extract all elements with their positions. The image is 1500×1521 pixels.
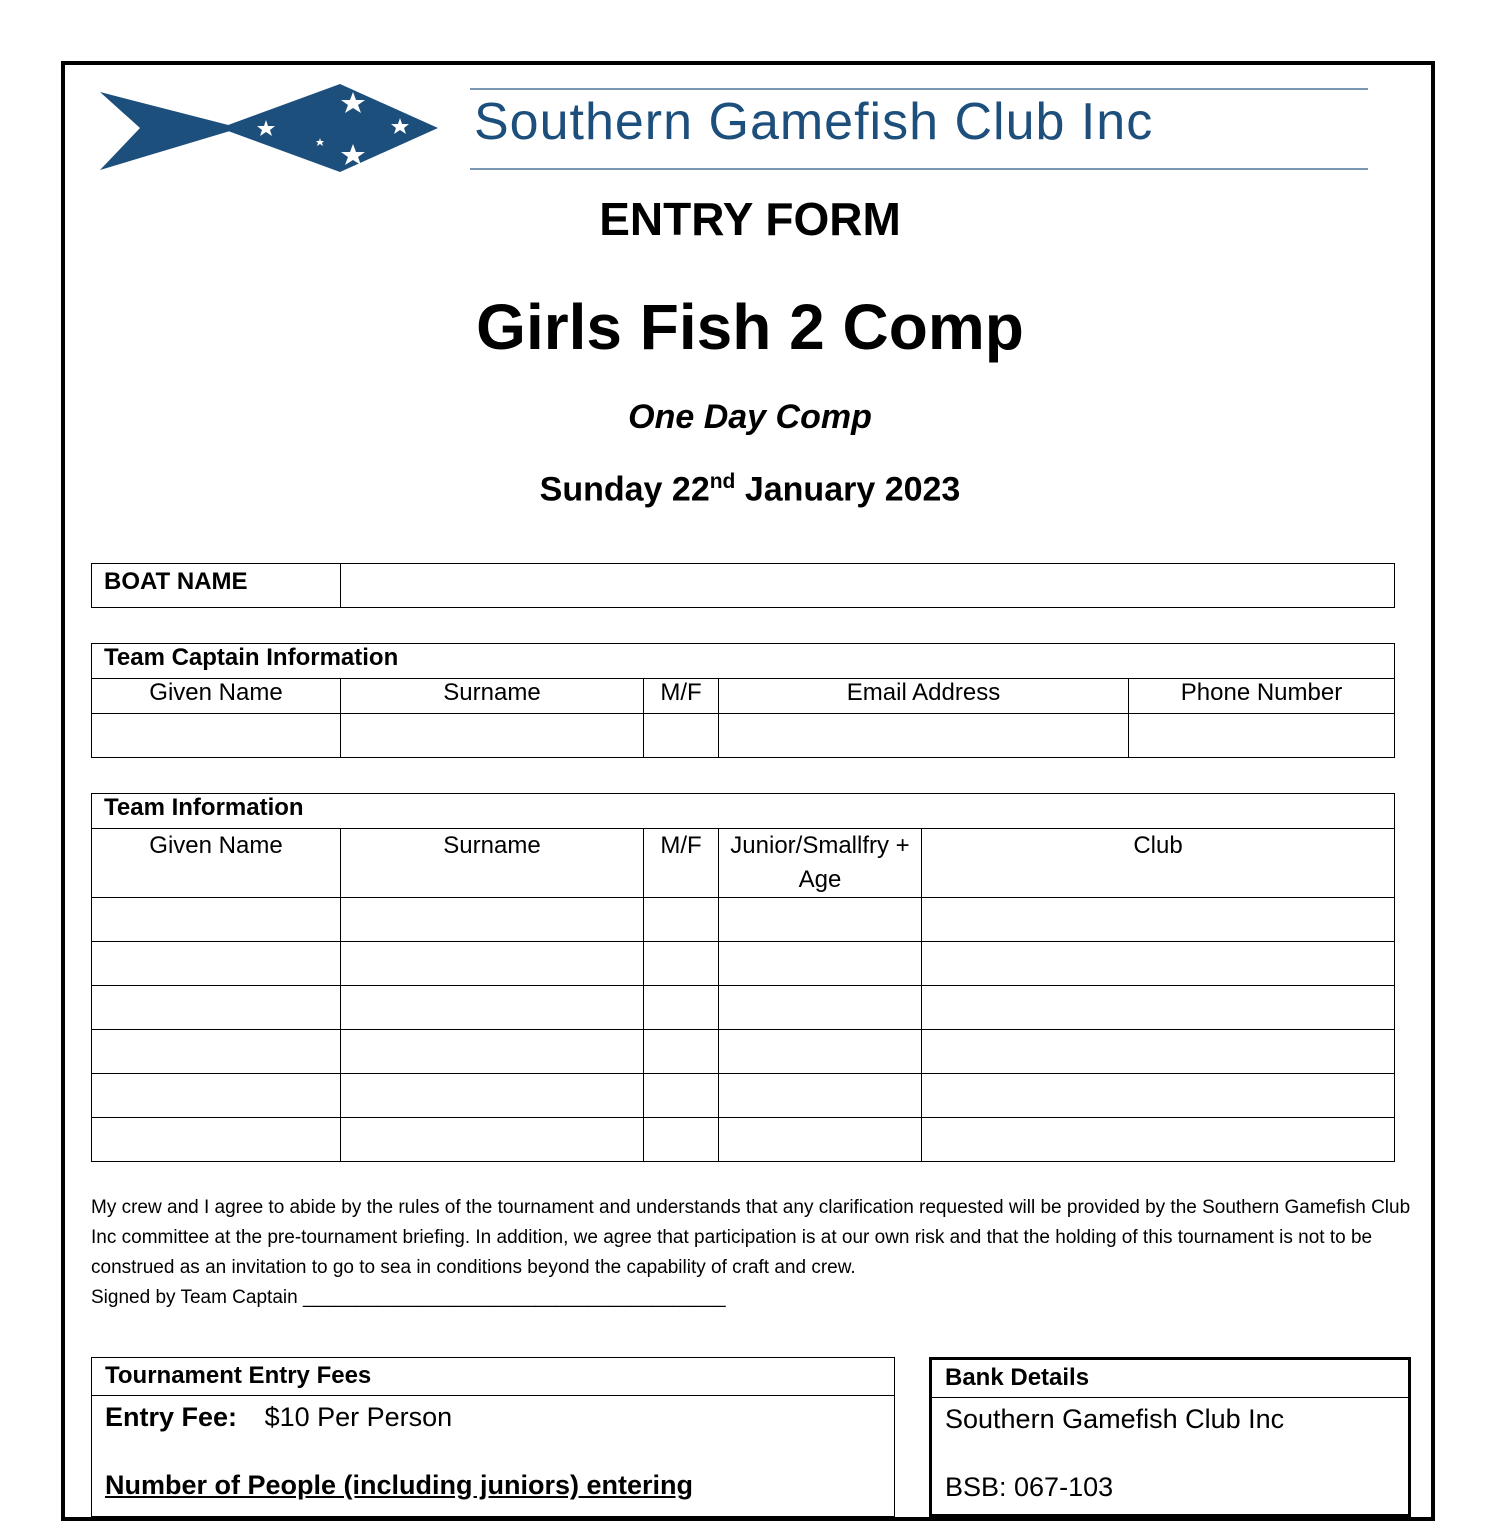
fish-star-logo-icon	[100, 82, 440, 176]
agreement-text: My crew and I agree to abide by the rules of the tournament and understands that any clarification requested will be provided by the Southern Gamefish Club Inc committee at the pre-tournament briefing. In addition, we agree that participation is at our own risk and that the holding of this tournament is not to be construed as an invitation to go to sea in conditions beyond the capability of craft and crew.	[91, 1197, 1411, 1278]
team-surname-field[interactable]	[341, 1118, 644, 1162]
captain-col-gender: M/F	[644, 679, 719, 714]
team-col-surname: Surname	[341, 829, 644, 898]
team-given-name-field[interactable]	[92, 1074, 341, 1118]
team-table	[91, 793, 1395, 1162]
people-count-label: Number of People (including juniors) entering	[105, 1470, 694, 1500]
table-row	[92, 1118, 1395, 1162]
captain-email-field[interactable]	[719, 714, 1129, 758]
team-table-title: Team Information	[92, 794, 1395, 829]
team-gender-field[interactable]	[644, 986, 719, 1030]
table-row	[92, 1030, 1395, 1074]
team-junior-age-field[interactable]	[719, 942, 922, 986]
captain-gender-field[interactable]	[644, 714, 719, 758]
entry-fees-body	[92, 1396, 894, 1507]
team-junior-age-field[interactable]	[719, 1030, 922, 1074]
bank-account-name: Southern Gamefish Club Inc	[945, 1404, 1285, 1434]
team-junior-age-field[interactable]	[719, 986, 922, 1030]
captain-table-title: Team Captain Information	[92, 644, 1395, 679]
entry-fees-box	[91, 1357, 895, 1517]
captain-table	[91, 643, 1395, 758]
event-title: Girls Fish 2 Comp	[476, 291, 1024, 363]
captain-col-surname: Surname	[341, 679, 644, 714]
bank-details-title: Bank Details	[932, 1360, 1408, 1398]
captain-given-name-field[interactable]	[92, 714, 341, 758]
team-given-name-field[interactable]	[92, 1030, 341, 1074]
team-club-field[interactable]	[922, 986, 1395, 1030]
bank-details-body	[932, 1398, 1408, 1509]
boat-name-field[interactable]	[341, 564, 1395, 608]
team-junior-age-field[interactable]	[719, 1118, 922, 1162]
entry-fee-value: $10 Per Person	[264, 1402, 453, 1432]
team-surname-field[interactable]	[341, 942, 644, 986]
team-club-field[interactable]	[922, 1074, 1395, 1118]
event-date	[61, 470, 1439, 509]
boat-name-label: BOAT NAME	[92, 564, 341, 608]
team-gender-field[interactable]	[644, 1030, 719, 1074]
team-surname-field[interactable]	[341, 898, 644, 942]
table-row	[92, 942, 1395, 986]
date-prefix: Sunday 22	[539, 470, 710, 509]
bank-details-box	[929, 1357, 1411, 1517]
club-name: Southern Gamefish Club Inc	[474, 93, 1154, 151]
team-col-junior-age: Junior/Smallfry + Age	[719, 829, 922, 898]
team-given-name-field[interactable]	[92, 986, 341, 1030]
captain-col-given-name: Given Name	[92, 679, 341, 714]
logo-bottom-rule	[470, 168, 1368, 170]
team-surname-field[interactable]	[341, 986, 644, 1030]
team-col-club: Club	[922, 829, 1395, 898]
team-col-given-name: Given Name	[92, 829, 341, 898]
entry-fee-label: Entry Fee:	[105, 1402, 238, 1432]
team-gender-field[interactable]	[644, 942, 719, 986]
team-given-name-field[interactable]	[92, 942, 341, 986]
team-col-gender: M/F	[644, 829, 719, 898]
team-given-name-field[interactable]	[92, 898, 341, 942]
table-row	[92, 898, 1395, 942]
captain-phone-field[interactable]	[1129, 714, 1395, 758]
team-club-field[interactable]	[922, 1118, 1395, 1162]
team-surname-field[interactable]	[341, 1074, 644, 1118]
team-given-name-field[interactable]	[92, 1118, 341, 1162]
form-label: ENTRY FORM	[599, 193, 901, 245]
date-rest: January 2023	[735, 470, 961, 509]
team-surname-field[interactable]	[341, 1030, 644, 1074]
captain-col-email: Email Address	[719, 679, 1129, 714]
team-gender-field[interactable]	[644, 1074, 719, 1118]
captain-surname-field[interactable]	[341, 714, 644, 758]
team-junior-age-field[interactable]	[719, 898, 922, 942]
agreement-block	[91, 1193, 1411, 1313]
captain-row	[92, 714, 1395, 758]
team-club-field[interactable]	[922, 898, 1395, 942]
captain-col-phone: Phone Number	[1129, 679, 1395, 714]
bank-bsb: BSB: 067-103	[945, 1472, 1114, 1502]
table-row	[92, 1074, 1395, 1118]
signature-line[interactable]: Signed by Team Captain ________________________________________	[91, 1287, 726, 1308]
date-ordinal: nd	[709, 470, 736, 493]
team-club-field[interactable]	[922, 942, 1395, 986]
boat-name-table	[91, 563, 1395, 608]
team-gender-field[interactable]	[644, 1118, 719, 1162]
club-logo	[100, 82, 1370, 176]
table-row	[92, 986, 1395, 1030]
team-gender-field[interactable]	[644, 898, 719, 942]
entry-fees-title: Tournament Entry Fees	[92, 1358, 894, 1396]
team-junior-age-field[interactable]	[719, 1074, 922, 1118]
team-club-field[interactable]	[922, 1030, 1395, 1074]
logo-top-rule	[470, 88, 1368, 90]
event-subtitle: One Day Comp	[628, 398, 872, 436]
